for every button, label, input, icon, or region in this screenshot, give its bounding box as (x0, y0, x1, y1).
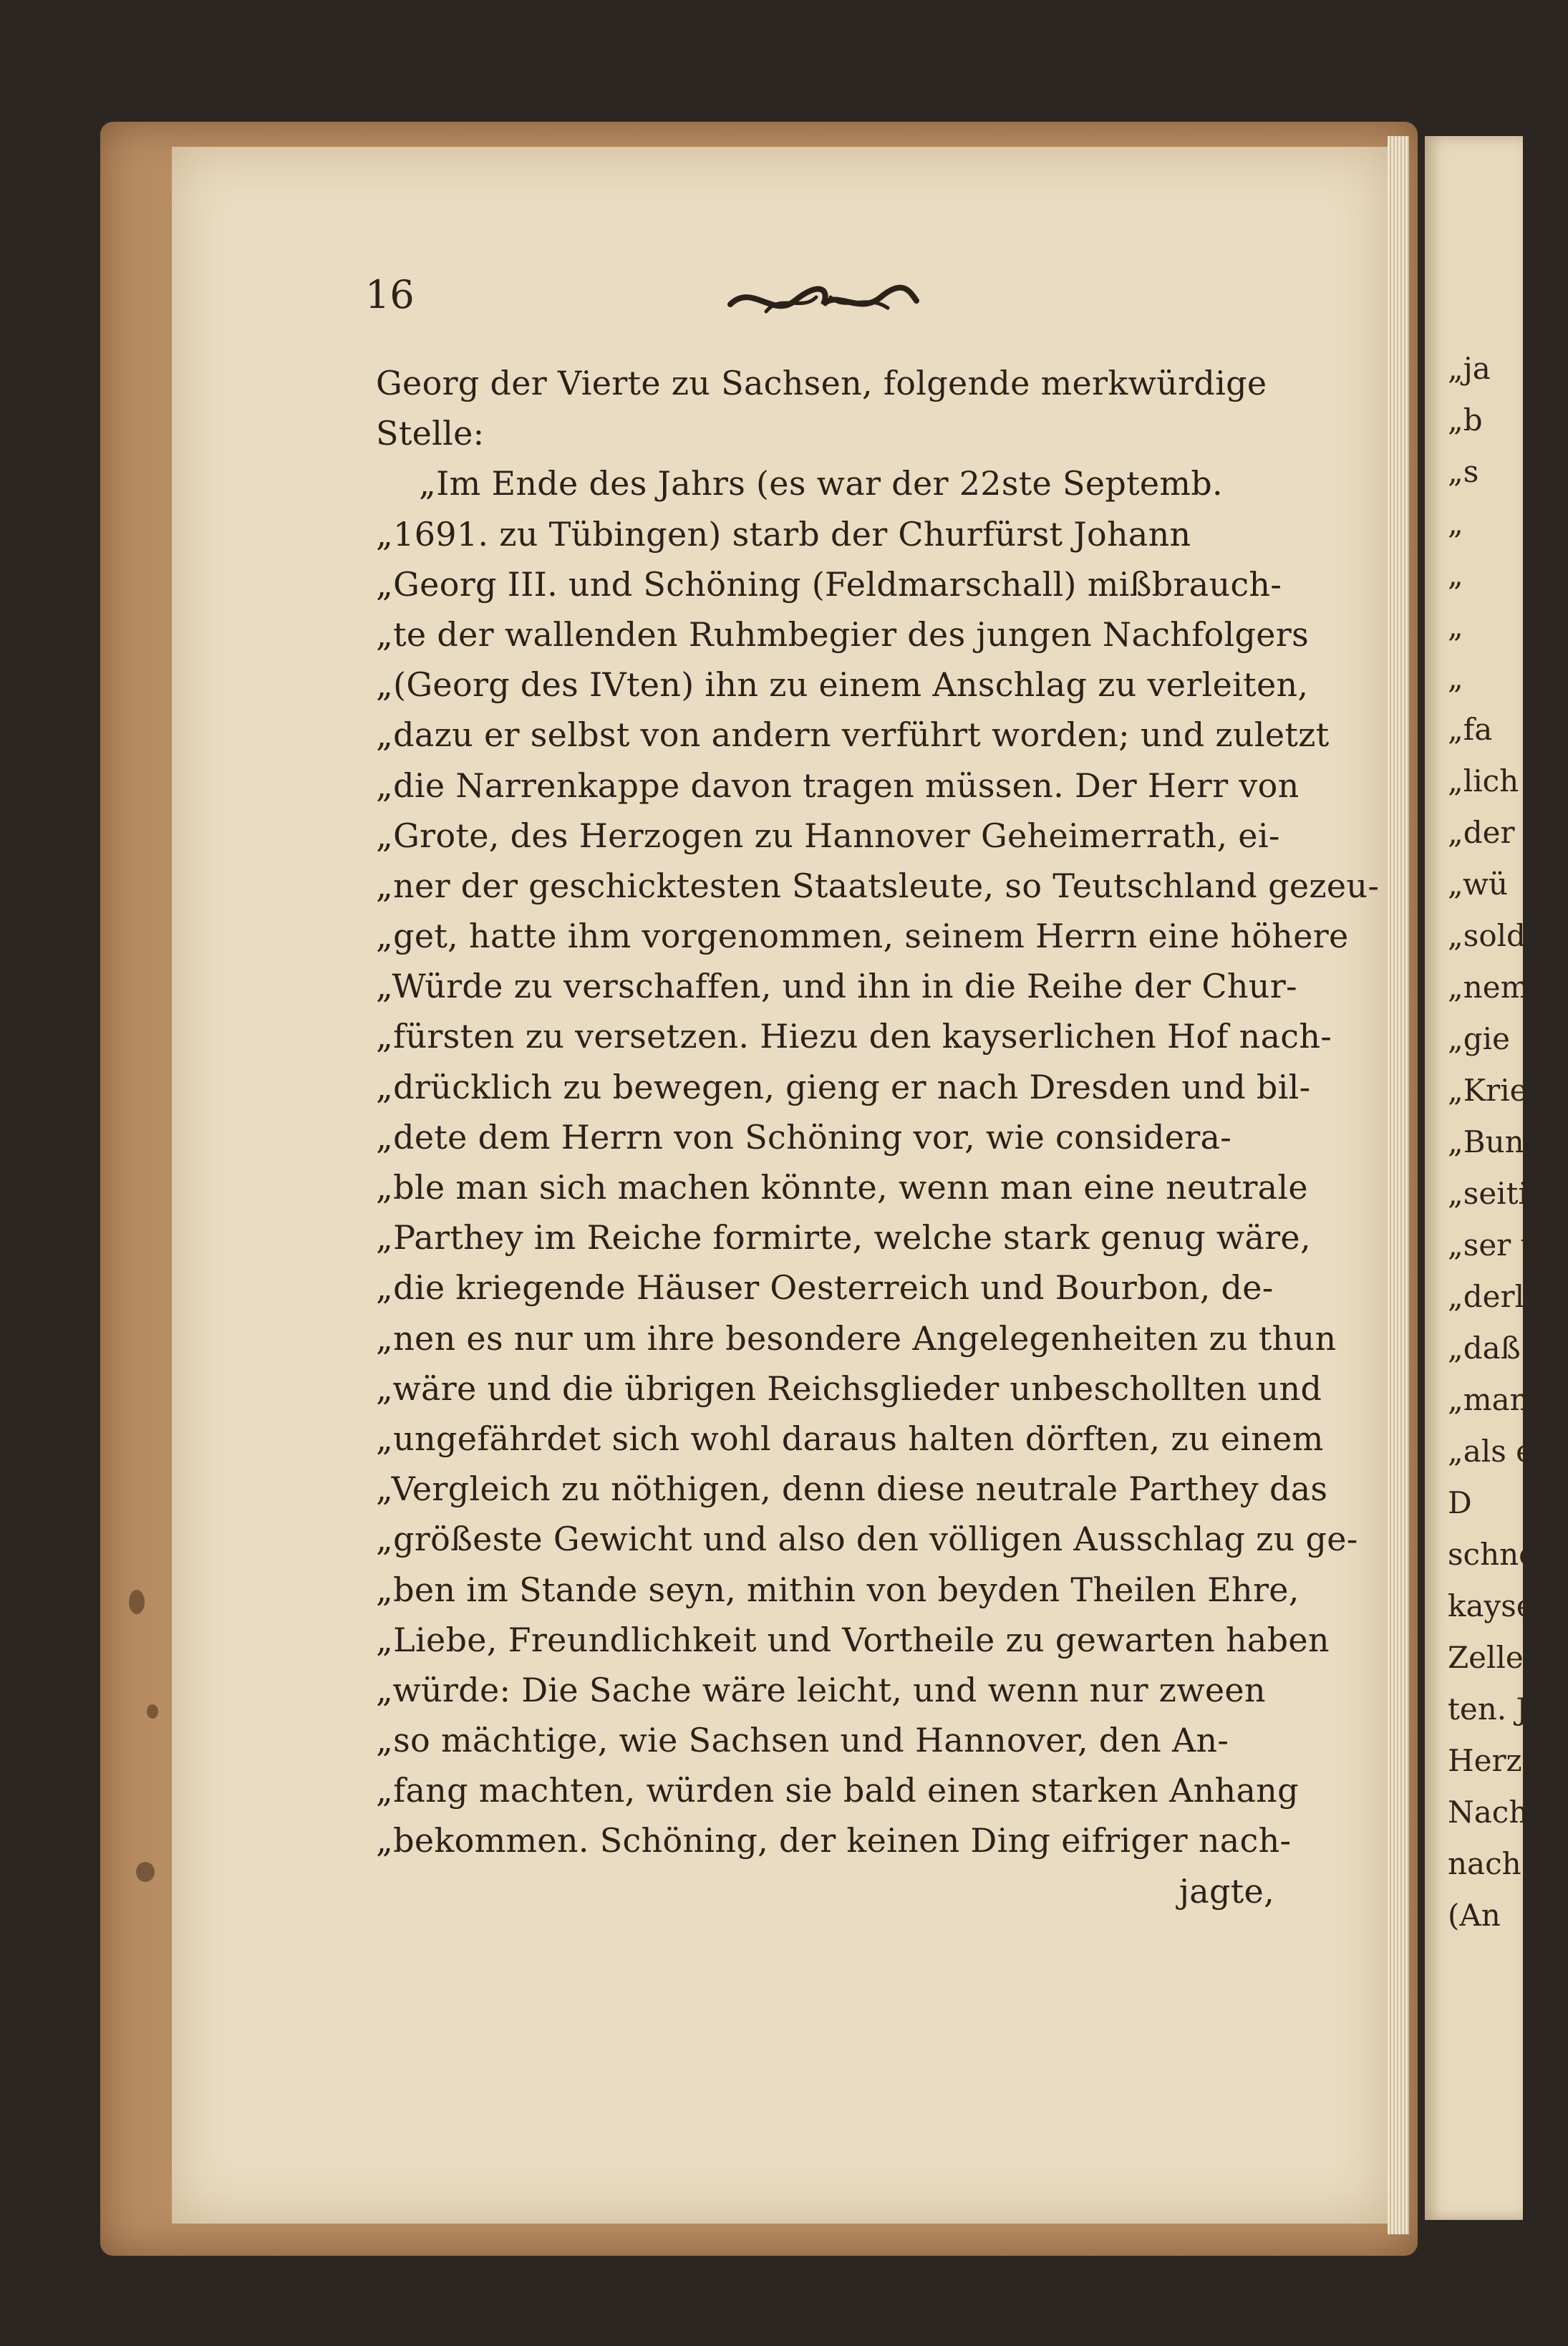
adjacent-page-line: „der (1448, 815, 1515, 850)
adjacent-page-line: „wü (1448, 867, 1509, 902)
text-line: „größeste Gewicht und also den völligen Ausschlag zu ge- (376, 1520, 1358, 1559)
adjacent-page-line: nach (1448, 1846, 1521, 1881)
adjacent-page-line: „seitig (1448, 1176, 1547, 1211)
adjacent-page-line: „ (1448, 506, 1463, 541)
text-line: „die Narrenkappe davon tragen müssen. Der Herr von (376, 766, 1300, 805)
adjacent-page-line: schnell, (1448, 1537, 1566, 1572)
adjacent-page-line: „ja (1448, 351, 1491, 386)
text-line: „bekommen. Schöning, der keinen Ding eifriger nach- (376, 1821, 1292, 1860)
adjacent-page-line: „s (1448, 454, 1479, 489)
text-line: „Grote, des Herzogen zu Hannover Geheimerrath, ei- (376, 816, 1280, 855)
text-line: Georg der Vierte zu Sachsen, folgende merkwürdige (376, 364, 1267, 402)
text-line: „Im Ende des Jahrs (es war der 22ste Septemb. (419, 464, 1223, 503)
adjacent-page-line: Nach (1448, 1795, 1529, 1830)
text-line: „so mächtige, wie Sachsen und Hannover, den An- (376, 1721, 1229, 1760)
text-line: „1691. zu Tübingen) starb der Churfürst Johann (376, 514, 1191, 554)
text-line: „drücklich zu bewegen, gieng er nach Dresden und bil- (376, 1067, 1311, 1106)
foxing-stain (147, 1704, 158, 1719)
adjacent-page-line: (An (1448, 1898, 1501, 1933)
adjacent-page-line: „mand (1448, 1382, 1549, 1417)
adjacent-page-line: „ (1448, 557, 1463, 592)
adjacent-page-line: „gie (1448, 1021, 1510, 1056)
text-line: „Vergleich zu nöthigen, denn diese neutrale Parthey das (376, 1469, 1328, 1509)
text-line: „dazu er selbst von andern verführt worden; und zuletzt (376, 715, 1330, 755)
catchword: jagte, (1179, 1871, 1274, 1911)
adjacent-page-line: „Krie (1448, 1073, 1528, 1108)
adjacent-page-line: „Bun (1448, 1124, 1524, 1159)
adjacent-page-line: „nem (1448, 970, 1529, 1005)
adjacent-page-line: „ (1448, 660, 1463, 695)
text-line: „dete dem Herrn von Schöning vor, wie considera- (376, 1117, 1232, 1157)
adjacent-page-line: ten. J (1448, 1691, 1529, 1727)
text-line: „get, hatte ihm vorgenommen, seinem Herrn eine höhere (376, 917, 1349, 956)
adjacent-page-line: „ser u (1448, 1227, 1540, 1263)
text-line: „Würde zu verschaffen, und ihn in die Reihe der Chur- (376, 967, 1297, 1006)
adjacent-page-line: „sold (1448, 918, 1526, 953)
text-line: „Parthey im Reiche formirte, welche stark genug wäre, (376, 1218, 1311, 1258)
text-line: „die kriegende Häuser Oesterreich und Bourbon, de- (376, 1268, 1274, 1308)
text-line: „ben im Stande seyn, mithin von beyden Theilen Ehre, (376, 1570, 1300, 1609)
adjacent-page-line: kayserli (1448, 1588, 1568, 1623)
text-line: „ner der geschicktesten Staatsleute, so Teutschland gezeu- (376, 866, 1380, 905)
adjacent-page-line: Herzog (1448, 1743, 1559, 1778)
adjacent-page-line: Zelle (1448, 1640, 1524, 1675)
adjacent-page-fragment (1425, 136, 1568, 2220)
adjacent-page-line: „b (1448, 402, 1483, 438)
page-number: 16 (365, 272, 415, 317)
adjacent-page-line: „ (1448, 609, 1463, 644)
ornament-icon (723, 276, 924, 326)
text-line: „wäre und die übrigen Reichsglieder unbeschollten und (376, 1368, 1322, 1408)
text-line: „te der wallenden Ruhmbegier des jungen Nachfolgers (376, 614, 1309, 654)
adjacent-page-line: „lich (1448, 763, 1519, 798)
text-line: „ble man sich machen könnte, wenn man eine neutrale (376, 1168, 1308, 1207)
adjacent-page-line: „als ei (1448, 1434, 1544, 1469)
text-line: „fürsten zu versetzen. Hiezu den kayserlichen Hof nach- (376, 1017, 1332, 1056)
adjacent-page-line: „daß (1448, 1331, 1521, 1366)
text-line: „nen es nur um ihre besondere Angelegenheiten zu thun (376, 1318, 1337, 1358)
body-text (376, 358, 1380, 1916)
text-line: „Georg III. und Schöning (Feldmarschall) mißbrauch- (376, 564, 1282, 604)
text-line: „ungefährdet sich wohl daraus halten dörften, zu einem (376, 1419, 1324, 1458)
text-line: Stelle: (376, 414, 485, 453)
text-line: „(Georg des IVten) ihn zu einem Anschlag zu verleiten, (376, 665, 1309, 705)
text-line: „fang machten, würden sie bald einen starken Anhang (376, 1771, 1299, 1810)
text-line: „würde: Die Sache wäre leicht, und wenn nur zween (376, 1670, 1266, 1709)
adjacent-page-line: D (1448, 1485, 1472, 1520)
adjacent-page-line: „fa (1448, 712, 1493, 747)
foxing-stain (136, 1862, 155, 1882)
foxing-stain (129, 1590, 145, 1614)
text-line: „Liebe, Freundlichkeit und Vortheile zu gewarten haben (376, 1620, 1330, 1659)
adjacent-page-line: „derlic (1448, 1279, 1551, 1314)
page-stack-edge (1388, 136, 1409, 2234)
